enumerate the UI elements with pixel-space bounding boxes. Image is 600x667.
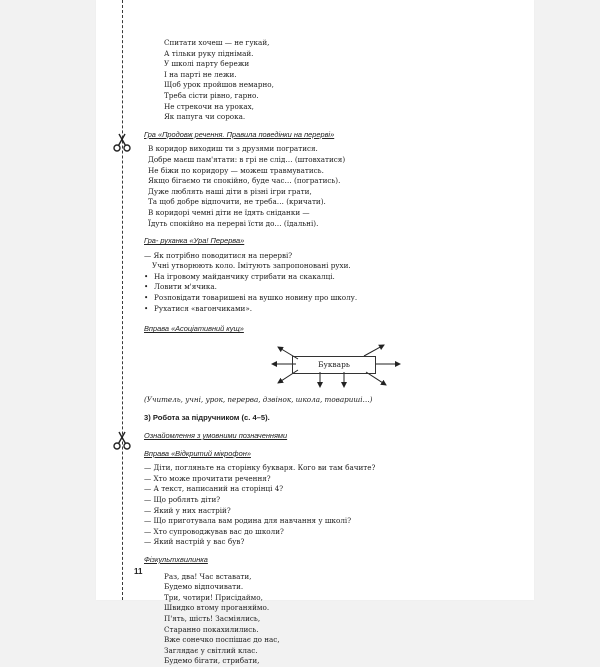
poem-line: П'ять, шість! Засміялись, — [164, 613, 261, 623]
poem-exercise — [144, 572, 524, 667]
poem-line: Будемо відпочивати. — [164, 582, 244, 592]
poem-line: А тільки руку піднімай. — [164, 48, 254, 58]
poem-line: Заглядає у світлий клас. — [164, 645, 258, 655]
poem-line: Три, чотири! Присідаймо, — [164, 592, 263, 602]
poem-line: Швидко втому проганяймо. — [164, 603, 270, 613]
question: — Хто може прочитати речення? — [144, 473, 271, 483]
game-line: Не біжи по коридору — можеш травмуватись. — [148, 165, 324, 175]
association-diagram — [144, 339, 524, 393]
game-line: Та щоб добре відпочити, не треба… (кричати). — [148, 197, 326, 207]
poem-line: У школі парту бережи — [164, 59, 250, 69]
game2-instruction: Учні утворюють коло. Імітують запропоновані рухи. — [152, 261, 351, 271]
poem-line: Не стрекочи на уроках, — [164, 101, 254, 111]
question: — Діти, погляньте на сторінку букваря. Кого ви там бачите? — [144, 463, 376, 473]
poem-line: Будемо бігати, стрибати, — [164, 656, 260, 666]
poem-line: Старанно покахилились. — [164, 624, 259, 634]
bullet-item: • На ігровому майданчику стрибати на скакалці. — [144, 272, 524, 283]
poem-line: Вже сонечко поспішає до нас, — [164, 635, 280, 645]
exercise2-title: Вправа «Відкритий мікрофон» — [144, 448, 251, 458]
bullet-item: • Розповідати товаришеві на вушко новину про школу. — [144, 293, 524, 304]
game-line: Якщо бігаємо ти спокійно, буде час… (погратись). — [148, 176, 341, 186]
game-line: Їдуть спокійно на перерві їсти до… (їдальні). — [148, 218, 319, 228]
poem-line: Треба сісти рівно, гарно. — [164, 90, 259, 100]
game-line: В коридор виходиш ти з друзями погратися. — [148, 144, 318, 154]
question-list — [144, 463, 524, 548]
poem-line: Щоб урок пройшов немарно, — [164, 80, 274, 90]
question: — Що приготувала вам родина для навчання у школі? — [144, 516, 352, 526]
symbols-title: Ознайомлення з умовними позначеннями — [144, 431, 288, 441]
cut-line — [122, 0, 123, 600]
diagram-center-box: Букварь — [292, 356, 376, 374]
question: — А текст, написаний на сторінці 4? — [144, 484, 284, 494]
question: — Хто супроводжував вас до школи? — [144, 526, 284, 536]
game2-question: — Як потрібно поводитися на перерві? — [144, 250, 293, 260]
fizkult-title: Фізкультхвилинка — [144, 554, 208, 564]
exercise1-title: Вправа «Асоціативний кущ» — [144, 324, 244, 334]
poem-line: Як папуга чи сорока. — [164, 112, 246, 122]
poem-line: І на парті не лежи. — [164, 69, 237, 79]
poem-rules — [144, 38, 524, 123]
page-number: 11 — [134, 567, 143, 576]
scissors-icon — [111, 430, 133, 452]
lesson-content — [144, 38, 524, 667]
bullet-item: • Ловити м'ячика. — [144, 282, 524, 293]
game2-title: Гра- руханка «Ура! Перерва» — [144, 236, 245, 246]
game1-title: Гра «Продовж речення. Правила поведінки на перерві» — [144, 129, 335, 139]
game-line: Дуже люблять наші діти в різні ігри грати, — [148, 186, 312, 196]
task-3-heading: 3) Робота за підручником (с. 4–5). — [144, 413, 270, 423]
poem-line: Спитати хочеш — не гукай, — [164, 38, 270, 47]
game-line: Добре маєш пам'ятати: в грі не слід… (штовхатися) — [148, 154, 346, 164]
associations-list: (Учитель, учні, урок, перерва, дзвінок, школа, товариші…) — [144, 394, 373, 404]
question: — Який настрій у вас був? — [144, 537, 245, 547]
game1-lines — [144, 144, 524, 229]
question: — Що роблять діти? — [144, 495, 221, 504]
scissors-icon — [111, 132, 133, 154]
poem-line: Раз, два! Час вставати, — [164, 571, 252, 581]
question: — Який у них настрій? — [144, 505, 231, 515]
game-line: В коридорі чемні діти не їдять сніданки — — [148, 207, 310, 217]
bullet-item: • Рухатися «вагончиками». — [144, 304, 524, 315]
